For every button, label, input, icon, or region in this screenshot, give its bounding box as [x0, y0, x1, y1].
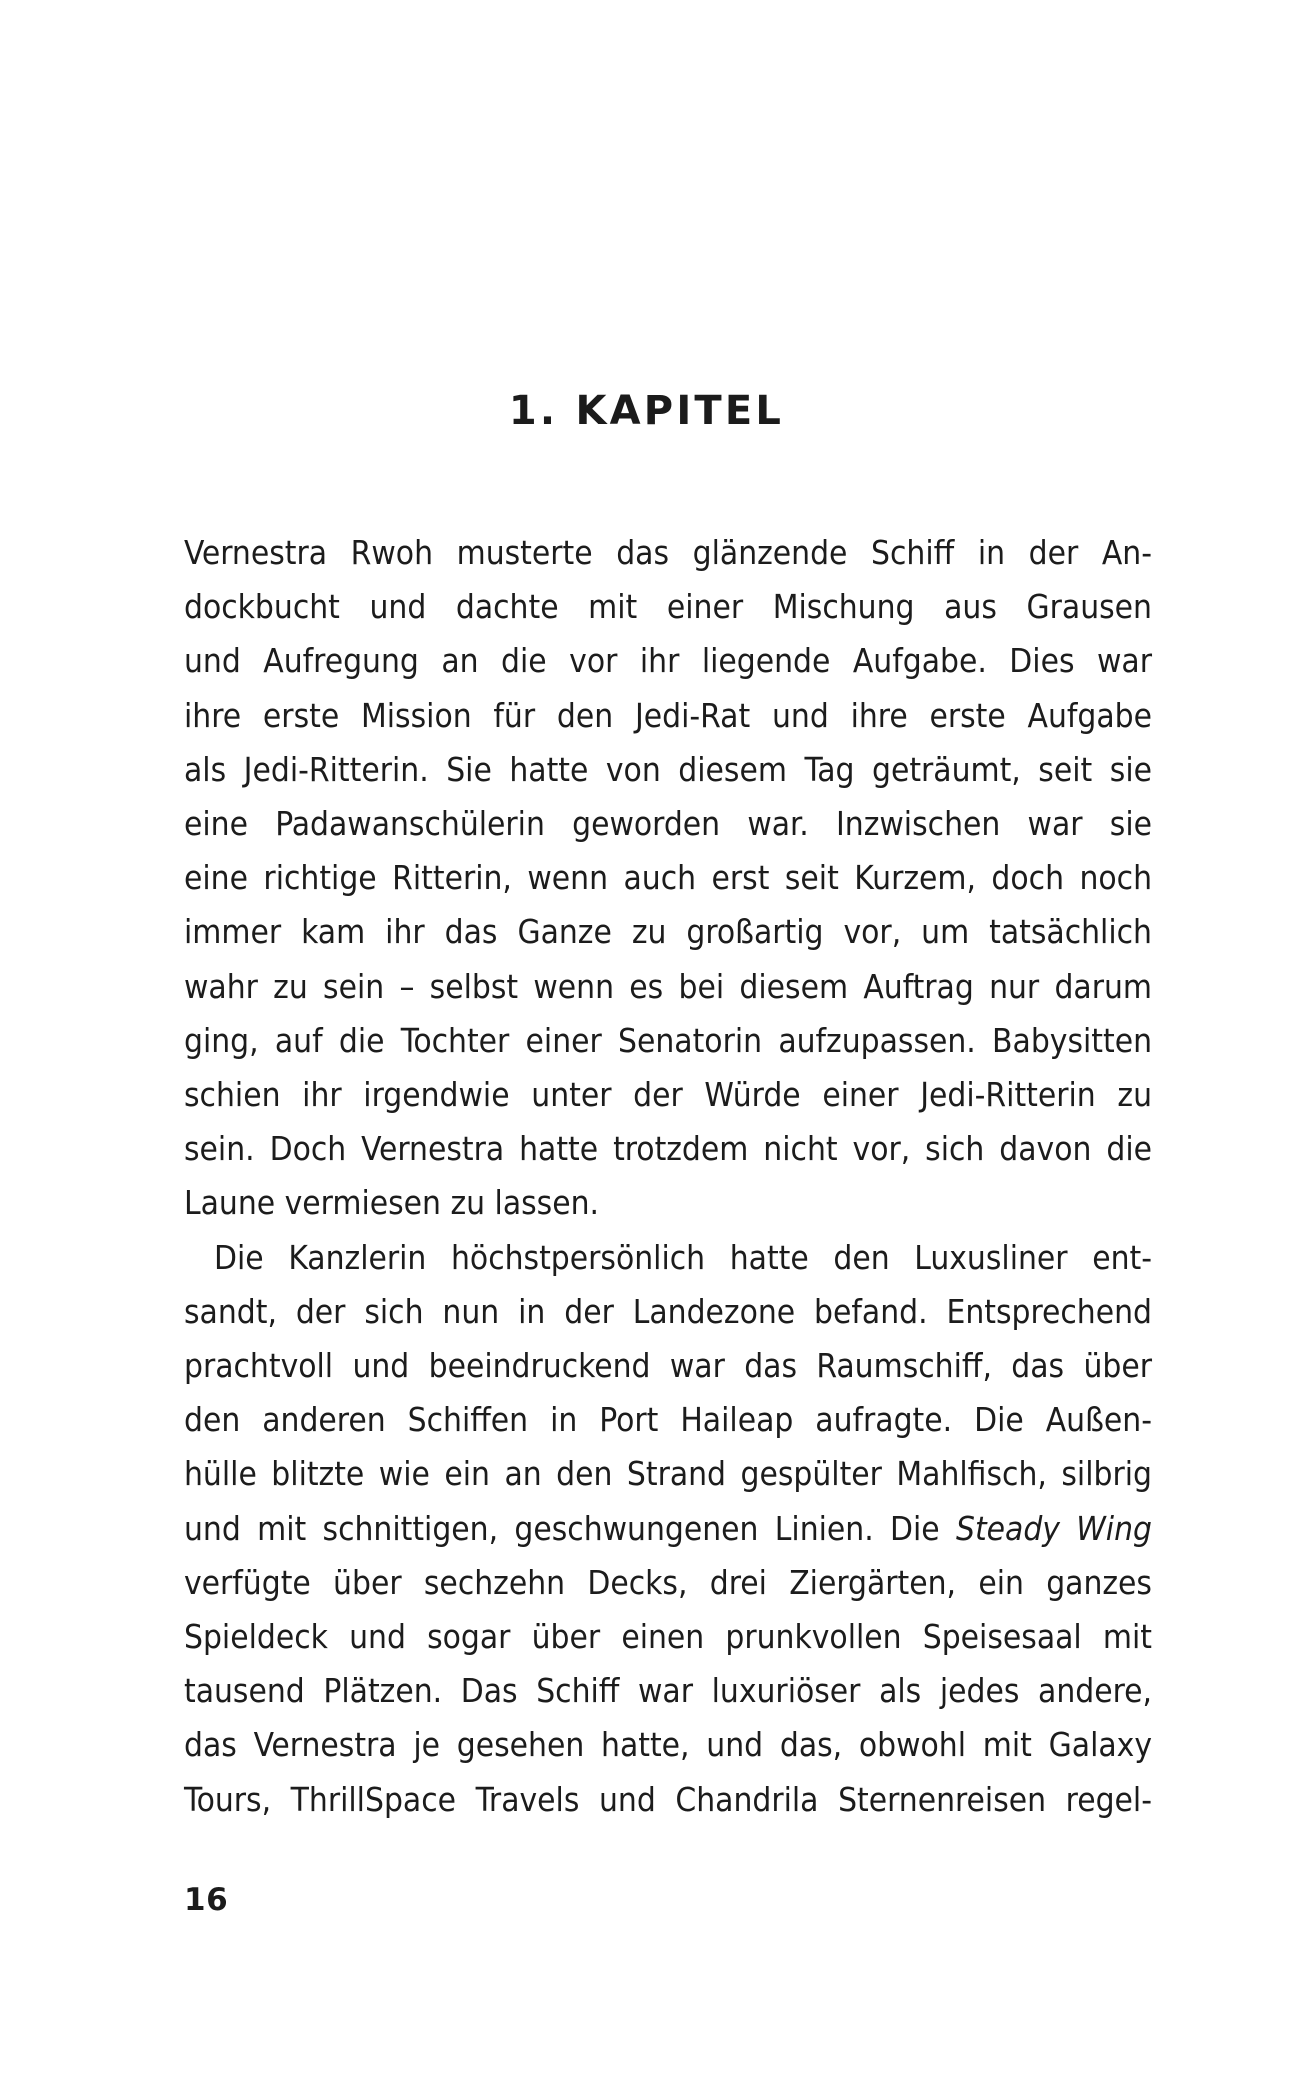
- page-number: 16: [184, 1882, 229, 1918]
- text-line: Tours, ThrillSpace Travels und Chandrila Sternenreisen regel-: [184, 1779, 1152, 1819]
- text-line: als Jedi-Ritterin. Sie hatte von diesem Tag geträumt, seit sie: [184, 749, 1152, 789]
- text-line: und Aufregung an die vor ihr liegende Aufgabe. Dies war: [184, 641, 1152, 681]
- text-line: ihre erste Mission für den Jedi-Rat und ihre erste Aufgabe: [184, 695, 1152, 735]
- text-line: den anderen Schiffen in Port Haileap aufragte. Die Außen-: [184, 1400, 1152, 1440]
- text-line-indented: [184, 1231, 1152, 1285]
- chapter-heading: 1. KAPITEL: [508, 387, 785, 434]
- text-line: wahr zu sein – selbst wenn es bei diesem Auftrag nur darum: [184, 966, 1152, 1006]
- text-line: sandt, der sich nun in der Landezone befand. Entsprechend: [184, 1291, 1152, 1331]
- text-line: Spieldeck und sogar über einen prunkvollen Speisesaal mit: [184, 1617, 1152, 1657]
- text-line: schien ihr irgendwie unter der Würde einer Jedi-Ritterin zu: [184, 1075, 1152, 1115]
- text-line: prachtvoll und beeindruckend war das Raumschiff, das über: [184, 1346, 1152, 1386]
- paragraph-1: [184, 526, 1152, 1231]
- text-line: hülle blitzte wie ein an den Strand gespülter Mahlfisch, silbrig: [184, 1454, 1152, 1494]
- text-line: dockbucht und dachte mit einer Mischung aus Grausen: [184, 587, 1152, 627]
- text-line: das Vernestra je gesehen hatte, und das, obwohl mit Galaxy: [184, 1725, 1152, 1765]
- text-line: tausend Plätzen. Das Schiff war luxuriöser als jedes andere,: [184, 1671, 1152, 1711]
- text-line-content: Die Kanzlerin höchstpersönlich hatte den Luxusliner ent-: [214, 1237, 1152, 1277]
- paragraph-2: [184, 1231, 1152, 1827]
- text-line: eine richtige Ritterin, wenn auch erst seit Kurzem, doch noch: [184, 858, 1152, 898]
- text-line: sein. Doch Vernestra hatte trotzdem nicht vor, sich davon die: [184, 1129, 1152, 1169]
- text-line: Vernestra Rwoh musterte das glänzende Schiff in der An-: [184, 533, 1152, 572]
- body-text-block: [184, 526, 1152, 1827]
- text-line-content: und mit schnittigen, geschwungenen Linien. Die: [184, 1508, 956, 1548]
- ship-name-italic: Steady Wing: [956, 1508, 1152, 1548]
- text-line: Laune vermiesen zu lassen.: [184, 1183, 600, 1223]
- text-line: immer kam ihr das Ganze zu großartig vor, um tatsächlich: [184, 912, 1152, 952]
- text-line-with-ship-name: [184, 1502, 1152, 1556]
- text-line: eine Padawanschülerin geworden war. Inzwischen war sie: [184, 804, 1152, 844]
- text-line: verfügte über sechzehn Decks, drei Ziergärten, ein ganzes: [184, 1562, 1152, 1602]
- text-line: ging, auf die Tochter einer Senatorin aufzupassen. Babysitten: [184, 1020, 1152, 1060]
